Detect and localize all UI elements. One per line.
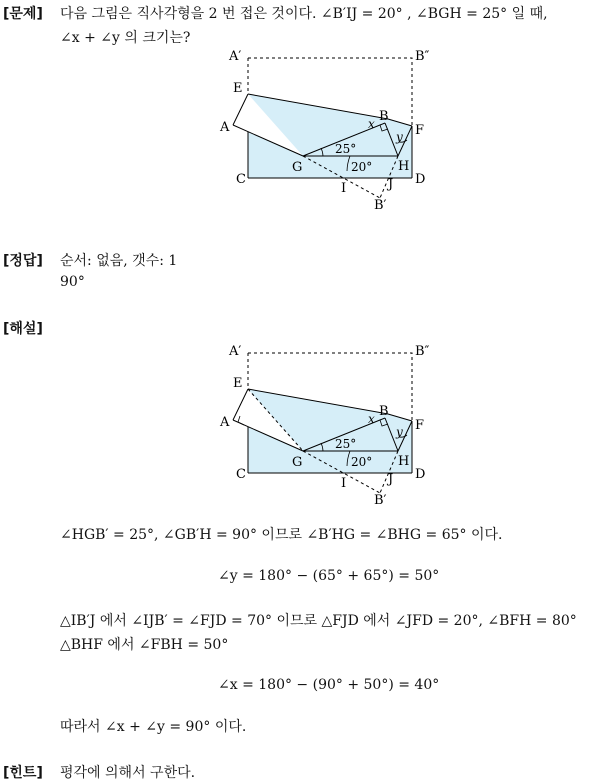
solution-equation-x: ∠x = 180° − (90° + 50°) = 40°: [218, 677, 440, 693]
label-x: x: [368, 117, 375, 131]
label-angle-25: 25°: [335, 437, 357, 451]
label-angle-20: 20°: [351, 455, 373, 469]
label-A-prime: A′: [229, 49, 242, 64]
label-H: H: [398, 454, 410, 469]
hint-text: 평각에 의해서 구한다.: [60, 765, 196, 781]
label-I: I: [341, 181, 347, 196]
problem-text-line1: 다음 그림은 직사각형을 2 번 접은 것이다. ∠B′IJ = 20° , ∠BGH = 25° 일 때,: [60, 6, 548, 22]
solution-tag: [해설]: [3, 321, 43, 337]
label-B-double-prime: B″: [415, 49, 430, 64]
label-A: A: [220, 415, 230, 430]
label-F: F: [415, 418, 425, 433]
label-F: F: [415, 123, 425, 138]
solution-figure: [215, 340, 440, 510]
label-angle-20: 20°: [351, 160, 373, 174]
label-angle-25: 25°: [335, 142, 357, 156]
answer-text-line2: 90°: [60, 274, 85, 290]
solution-line2: △IB′J 에서 ∠IJB′ = ∠FJD = 70° 이므로 △FJD 에서 ∠JFD = 20°, ∠BFH = 80°: [60, 613, 577, 629]
label-E: E: [233, 81, 243, 96]
label-E: E: [233, 376, 243, 391]
label-A-prime: A′: [229, 344, 242, 359]
solution-line4: 따라서 ∠x + ∠y = 90° 이다.: [60, 719, 247, 735]
solution-line3: △BHF 에서 ∠FBH = 50°: [60, 637, 229, 653]
label-y: y: [396, 425, 403, 439]
label-A: A: [220, 120, 230, 135]
label-D: D: [415, 467, 426, 482]
figure-shape: [233, 353, 412, 493]
label-y: y: [396, 130, 403, 144]
solution-line1: ∠HGB′ = 25°, ∠GB′H = 90° 이므로 ∠B′HG = ∠BHG = 65° 이다.: [60, 527, 503, 543]
label-B: B: [379, 404, 389, 419]
label-C: C: [236, 172, 246, 187]
label-I: I: [341, 476, 347, 491]
label-H: H: [398, 159, 410, 174]
figure-shape: [233, 58, 412, 198]
problem-text-line2: ∠x + ∠y 의 크기는?: [60, 30, 191, 46]
label-J: J: [388, 472, 394, 487]
solution-equation-y: ∠y = 180° − (65° + 65°) = 50°: [218, 568, 440, 584]
answer-text-line1: 순서: 없음, 갯수: 1: [60, 253, 178, 269]
hint-tag: [힌트]: [3, 765, 43, 781]
label-B-prime: B′: [374, 493, 387, 508]
label-B: B: [379, 109, 389, 124]
label-B-prime: B′: [374, 198, 387, 213]
answer-tag: [정답]: [3, 253, 43, 269]
problem-tag: [문제]: [3, 6, 43, 22]
label-G: G: [292, 160, 303, 175]
label-B-double-prime: B″: [415, 344, 430, 359]
label-D: D: [415, 172, 426, 187]
problem-figure: [215, 45, 440, 215]
label-G: G: [292, 455, 303, 470]
label-J: J: [388, 177, 394, 192]
label-C: C: [236, 467, 246, 482]
label-x: x: [368, 412, 375, 426]
